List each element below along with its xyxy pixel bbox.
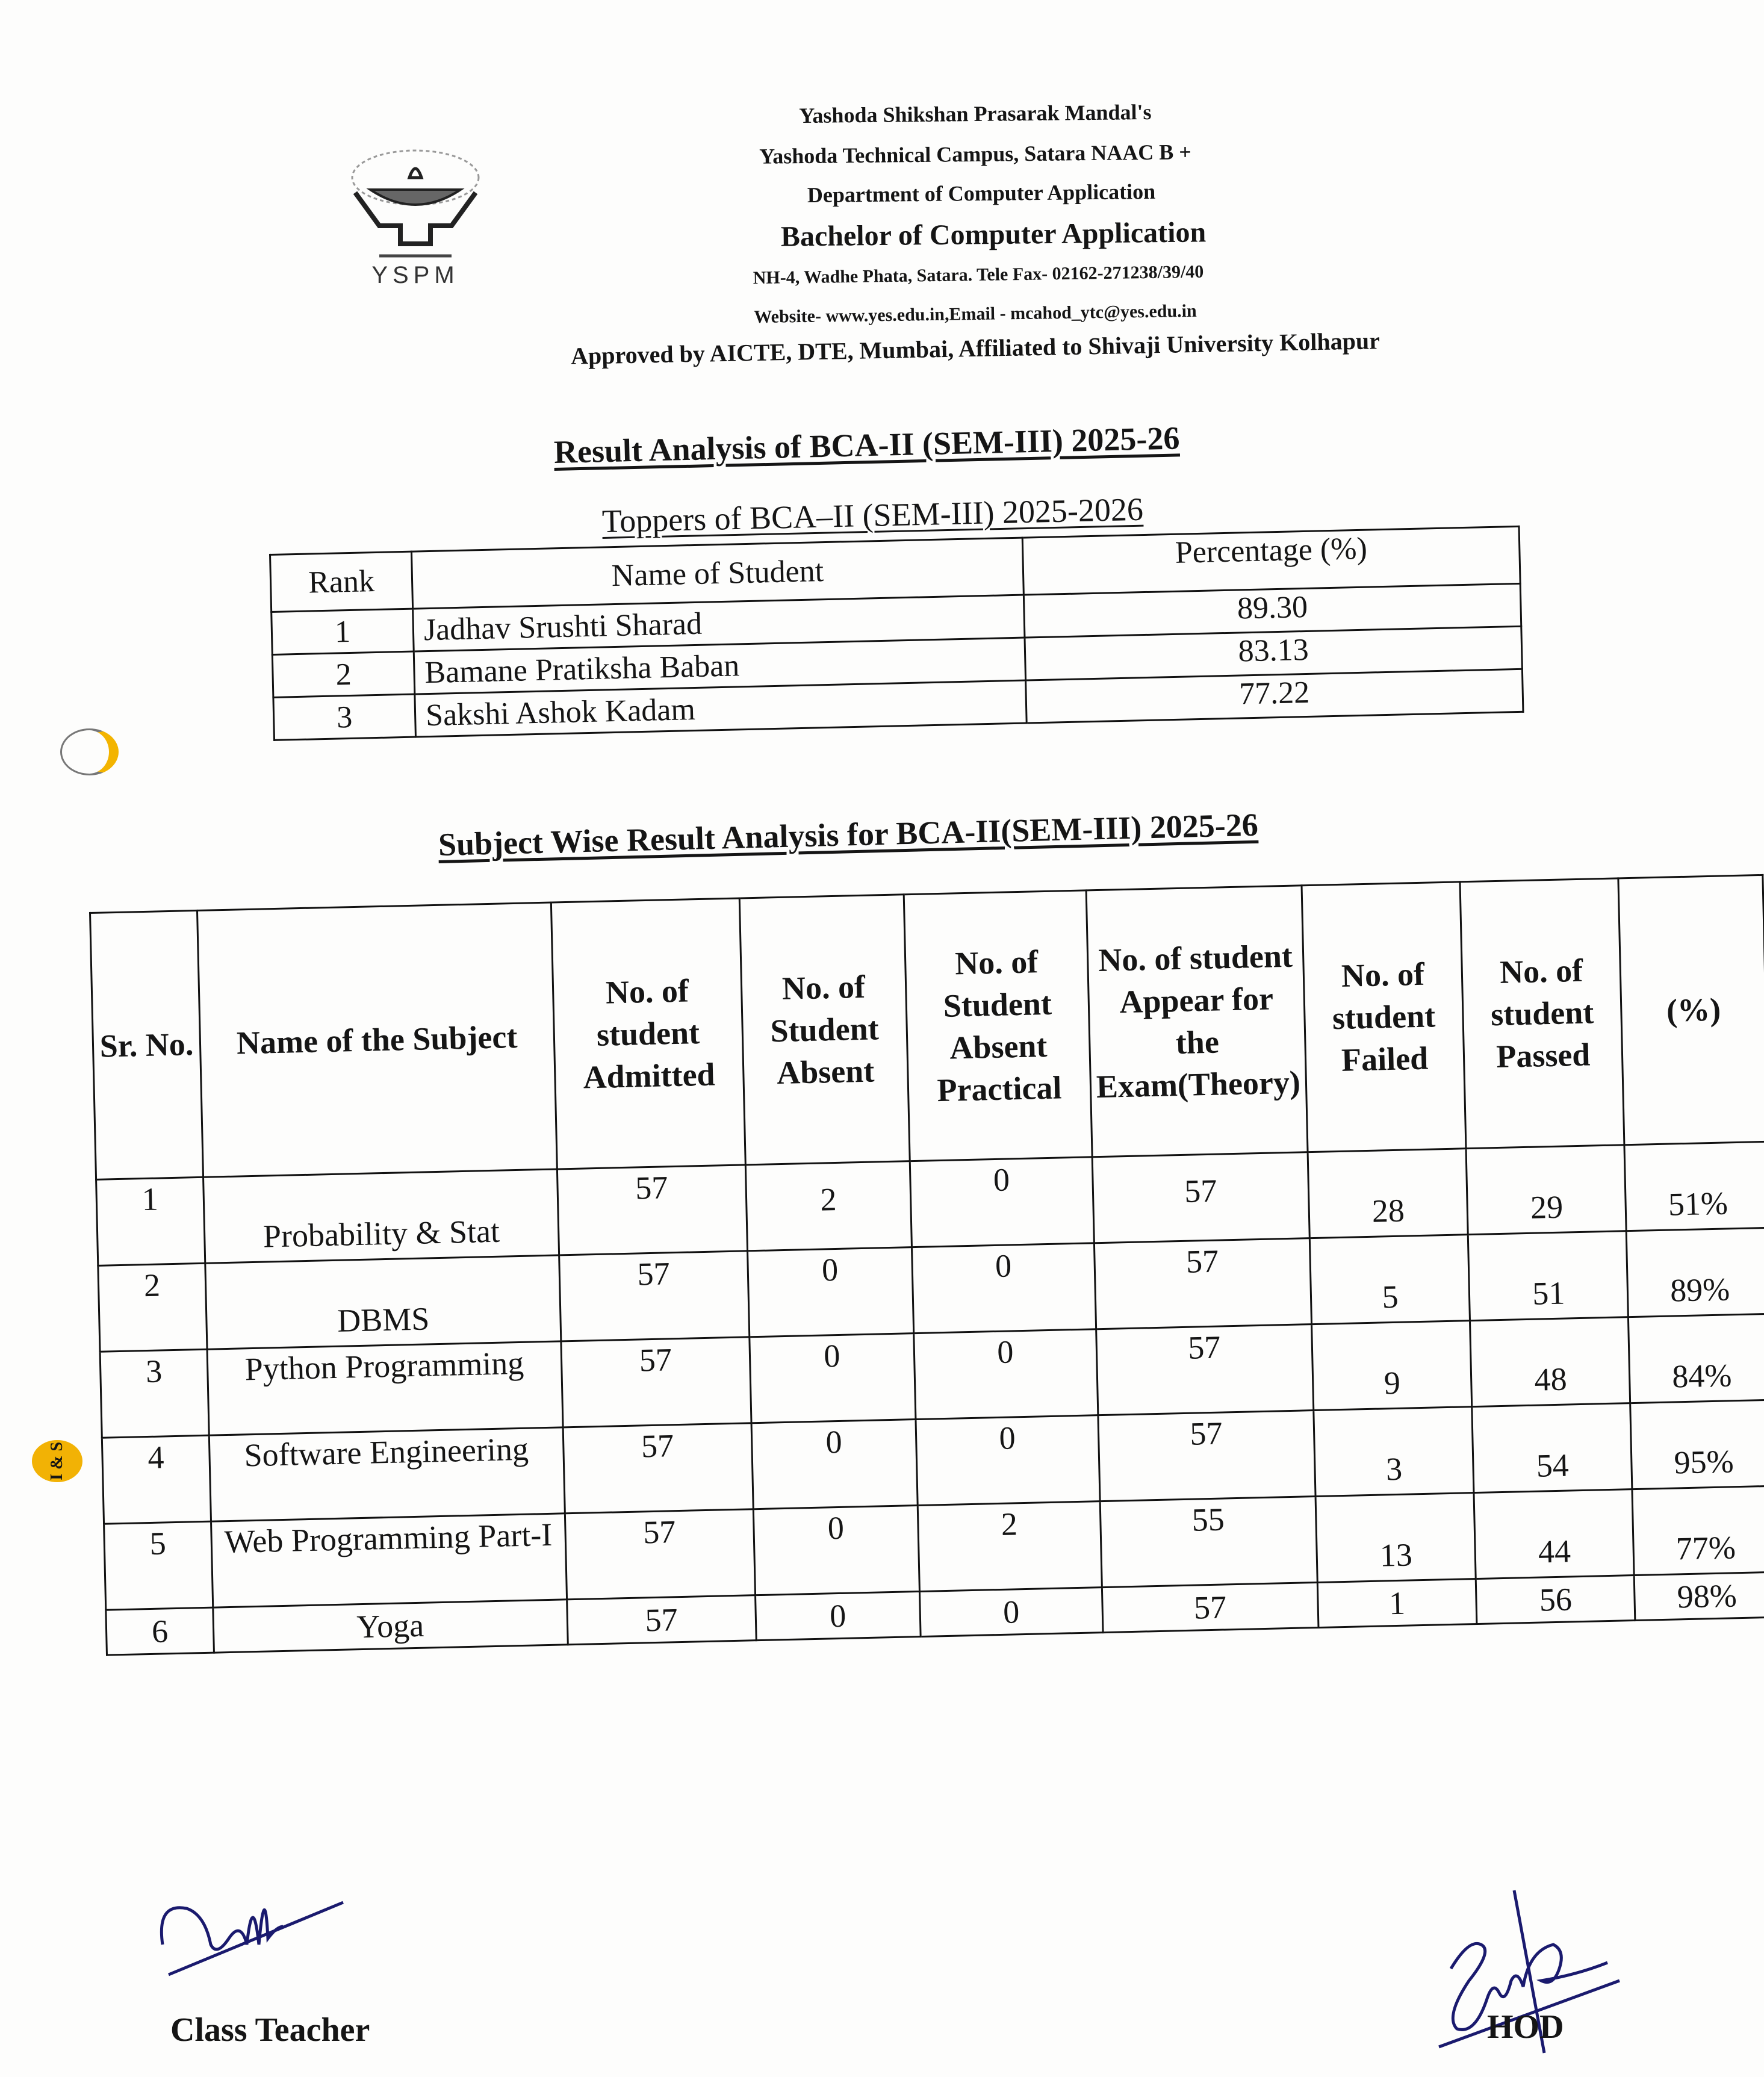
absent-count: 0: [751, 1420, 918, 1509]
institution-logo: [334, 135, 497, 292]
topper-rank: 1: [272, 609, 414, 654]
affiliation-line: Approved by AICTE, DTE, Mumbai, Affiliated to Shivaji University Kolhapur: [570, 327, 1380, 370]
header-subject-name: Name of the Subject: [197, 902, 557, 1177]
failed-count: 28: [1371, 1192, 1405, 1229]
appeared-count: 57: [1094, 1238, 1311, 1329]
passed-count: 51: [1532, 1274, 1565, 1312]
appeared-count: 57: [1184, 1172, 1218, 1209]
absent-count: 0: [750, 1333, 916, 1423]
failed-count: 9: [1384, 1364, 1401, 1402]
header-appeared: No. of student Appear for the Exam(Theory): [1086, 886, 1308, 1157]
logo-text: YSPM: [371, 262, 459, 288]
subject-wise-title: Subject Wise Result Analysis for BCA-II(SEM-III) 2025-26: [438, 806, 1259, 863]
department-name: Department of Computer Application: [807, 179, 1156, 208]
admitted-count: 57: [563, 1423, 753, 1514]
topper-name: Jadhav Srushti Sharad: [413, 595, 1025, 651]
result-analysis-title: Result Analysis of BCA-II (SEM-III) 2025-26: [553, 420, 1181, 470]
absent-practical-count: 0: [912, 1243, 1096, 1333]
topper-name: Bamane Pratiksha Baban: [414, 638, 1025, 694]
admitted-count: 57: [559, 1251, 749, 1341]
pass-percent: 95%: [1673, 1443, 1734, 1481]
admitted-count: 57: [565, 1509, 755, 1600]
class-teacher-label: Class Teacher: [170, 2011, 370, 2049]
header-rank: Rank: [270, 551, 413, 612]
pass-percent: 98%: [1635, 1572, 1764, 1620]
topper-name: Sakshi Ashok Kadam: [415, 680, 1026, 737]
failed-count: 1: [1317, 1579, 1477, 1628]
sr-no: 6: [106, 1607, 214, 1655]
passed-count: 56: [1476, 1576, 1635, 1624]
absent-count: 0: [753, 1506, 919, 1595]
header-percent: (%): [1618, 875, 1764, 1144]
topper-percentage: 89.30: [1023, 583, 1521, 638]
sr-no: 5: [104, 1521, 213, 1610]
subject-result-table: [89, 874, 1764, 1656]
subject-name: Web Programming Part-I: [211, 1514, 567, 1607]
pass-percent: 51%: [1668, 1185, 1728, 1223]
absent-practical-count: 0: [919, 1588, 1103, 1637]
subject-name: Probability & Stat: [262, 1212, 500, 1255]
appeared-count: 57: [1098, 1411, 1315, 1501]
admitted-count: 57: [561, 1337, 751, 1427]
absent-practical-count: 2: [918, 1501, 1102, 1592]
topper-percentage: 83.13: [1025, 626, 1522, 680]
toppers-title: Toppers of BCA–II (SEM-III) 2025-2026: [601, 491, 1144, 539]
pass-percent: 84%: [1671, 1357, 1733, 1395]
sr-no: 1: [96, 1177, 205, 1265]
topper-percentage: 77.22: [1026, 669, 1523, 723]
passed-count: 54: [1536, 1447, 1570, 1484]
header-sr-no: Sr. No.: [90, 910, 203, 1179]
sr-no: 4: [102, 1435, 211, 1524]
absent-count: 0: [747, 1247, 913, 1337]
sr-no: 3: [100, 1349, 209, 1438]
passed-count: 44: [1538, 1533, 1571, 1570]
appeared-count: 55: [1100, 1497, 1317, 1588]
absent-count: 2: [819, 1181, 837, 1218]
hod-label: HOD: [1487, 2008, 1564, 2046]
side-sticker-tag: I & S: [32, 1440, 82, 1482]
pass-percent: 77%: [1675, 1529, 1736, 1567]
subject-name: Yoga: [213, 1600, 568, 1653]
absent-practical-count: 0: [914, 1329, 1098, 1420]
appeared-count: 57: [1096, 1324, 1314, 1415]
topper-rank: 2: [272, 651, 415, 697]
punch-hole-mark-icon: [60, 728, 119, 775]
failed-count: 3: [1385, 1450, 1403, 1488]
campus-name: Yashoda Technical Campus, Satara NAAC B +: [759, 140, 1192, 169]
admitted-count: 57: [567, 1595, 756, 1645]
header-admitted: No. of student Admitted: [551, 898, 745, 1169]
failed-count: 5: [1381, 1278, 1399, 1315]
passed-count: 29: [1530, 1188, 1564, 1226]
sr-no: 2: [98, 1263, 207, 1352]
header-absent: No. of Student Absent: [739, 895, 910, 1165]
trust-name: Yashoda Shikshan Prasarak Mandal's: [799, 99, 1152, 128]
program-name: Bachelor of Computer Application: [780, 216, 1207, 253]
header-percentage: Percentage (%): [1022, 526, 1520, 595]
subject-name: DBMS: [337, 1300, 430, 1339]
passed-count: 48: [1533, 1361, 1568, 1398]
absent-practical-count: 0: [916, 1415, 1100, 1506]
pass-percent: 89%: [1669, 1271, 1730, 1309]
subject-name: Software Engineering: [209, 1427, 565, 1521]
subject-name: Python Programming: [207, 1341, 563, 1435]
class-teacher-signature-icon: [157, 1854, 361, 1987]
toppers-table: [269, 526, 1524, 741]
appeared-count: 57: [1102, 1583, 1318, 1633]
header-passed: No. of student Passed: [1460, 878, 1624, 1149]
subject-header-row: [90, 875, 1764, 1179]
topper-rank: 3: [273, 694, 416, 740]
admitted-count: 57: [557, 1165, 747, 1255]
address-line: NH-4, Wadhe Phata, Satara. Tele Fax- 02162-271238/39/40: [753, 261, 1204, 288]
header-absent-practical: No. of Student Absent Practical: [904, 890, 1092, 1161]
absent-count: 0: [755, 1591, 921, 1640]
header-failed: No. of student Failed: [1302, 882, 1466, 1152]
contact-line: Website- www.yes.edu.in,Email - mcahod_ytc@yes.edu.in: [754, 300, 1197, 328]
header-student-name: Name of Student: [411, 538, 1023, 609]
absent-practical-count: 0: [910, 1157, 1094, 1247]
failed-count: 13: [1379, 1536, 1413, 1574]
